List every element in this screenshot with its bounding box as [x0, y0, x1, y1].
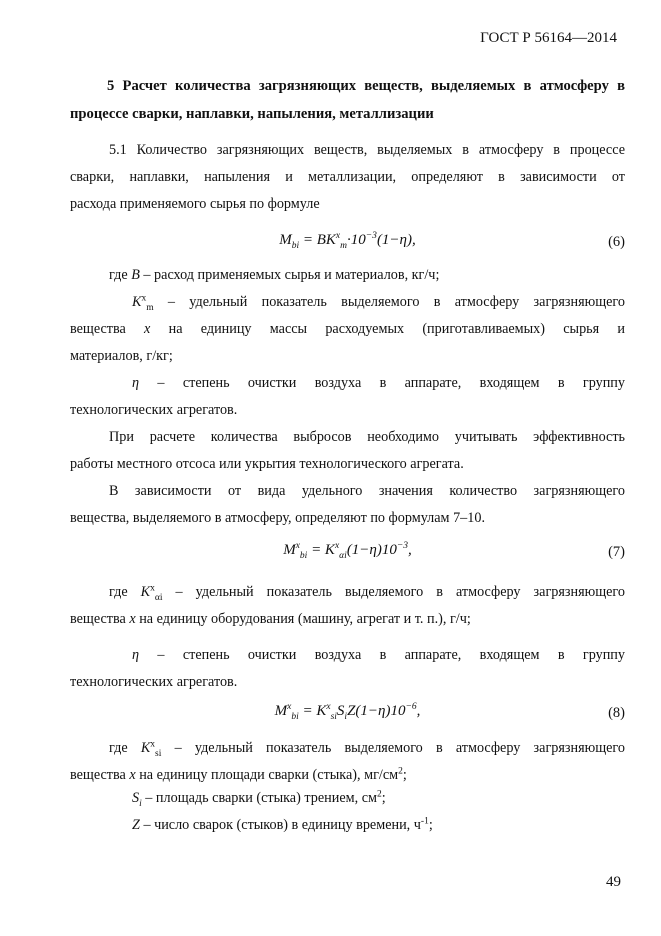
section-title-line2: процессе сварки, наплавки, напыления, металлизации [70, 106, 434, 122]
where-6-b: где B – расход применяемых сырья и материалов, кг/ч; [109, 267, 440, 283]
where-6-eta: η – степень очистки воздуха в аппарате, входящем в группу технологических агрегатов. [70, 375, 625, 418]
formula-7-number: (7) [608, 544, 625, 560]
where-8-k: где $K^x_{si}$ – удельный показатель выделяемого в атмосферу загрязняющего вещества x на единицу площади сварки (стыка), $мг/см^2$; [70, 739, 625, 783]
formula-6-number: (6) [608, 234, 625, 250]
formula-7 [70, 542, 625, 559]
section-title [70, 72, 625, 128]
formula-8-number: (8) [608, 705, 625, 721]
where-7-eta: η – степень очистки воздуха в аппарате, входящем в группу технологических агрегатов. [70, 647, 625, 690]
where-7-k: где $K^x_{\alpha i}$ – удельный показатель выделяемого в атмосферу загрязняющего вещества x на единицу оборудования (машину, агрегат и т. п.), г/ч; [70, 583, 625, 627]
where-6-k: $K^x_m$ – удельный показатель выделяемого в атмосферу загрязняющего вещества x на единицу массы расходуемых (приготавливаемых) сырья и материалов, г/кг; [70, 293, 625, 364]
formula-6 [70, 232, 625, 249]
formula-8-expression: $M^x_{bi} = K^x_{si}S_iZ(1-\eta)10^{-6}$, [274, 702, 421, 722]
where-8-s: $S_i$ – площадь сварки (стыка) трением, $см^2$; [132, 789, 386, 809]
paragraph-dependency: В зависимости от вида удельного значения количество загрязняющего вещества, выделяемого в атмосферу, определяют по формулам 7–10. [70, 483, 625, 526]
paragraph-emissions: При расчете количества выбросов необходимо учитывать эффективность работы местного отсоса или укрытия технологического агрегата. [70, 429, 625, 472]
formula-6-expression: $M_{bi} = BK^x_m\cdot 10^{-3}(1-\eta)$, [279, 231, 416, 251]
page-number: 49 [606, 874, 621, 890]
paragraph-5-1-line3: расхода применяемого сырья по формуле [70, 196, 320, 212]
paragraph-5-1-line1: 5.1 Количество загрязняющих веществ, выделяемых в атмосферу в процессе [109, 142, 625, 158]
paragraph-5-1-line2: сварки, наплавки, напыления и металлизации, определяют в зависимости от [70, 169, 625, 185]
section-title-line1: 5 Расчет количества загрязняющих веществ, выделяемых в атмосферу в [107, 78, 625, 94]
paragraph-5-1 [70, 137, 625, 218]
formula-7-expression: $M^x_{bi} = K^x_{\alpha i}(1-\eta)10^{-3}$, [283, 541, 412, 561]
formula-8 [70, 703, 625, 720]
standard-header: ГОСТ Р 56164—2014 [480, 30, 617, 46]
where-8-z: Z – число сварок (стыков) в единицу времени, $ч^{-1}$; [132, 816, 433, 833]
